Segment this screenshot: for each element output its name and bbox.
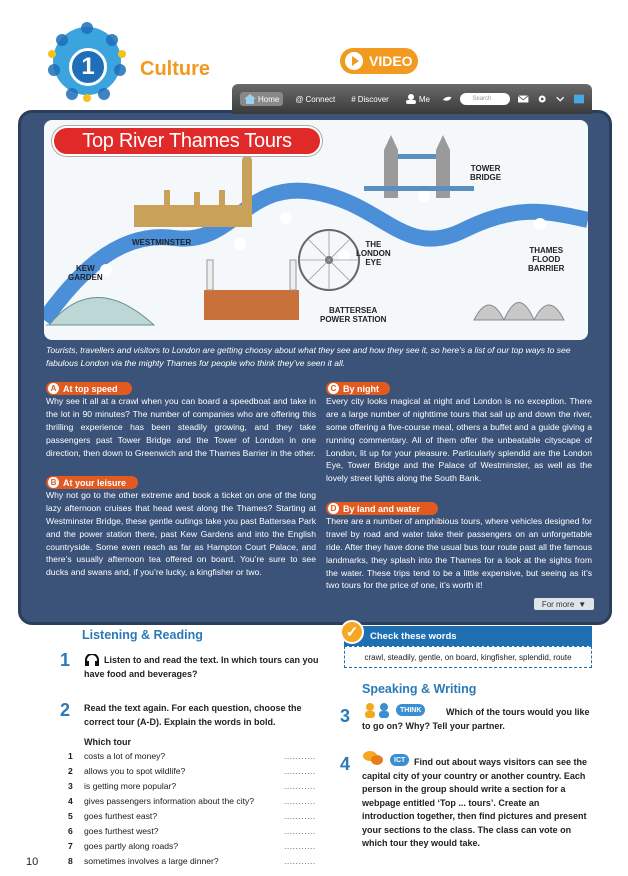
listening-heading: Listening & Reading — [82, 628, 203, 642]
section-d — [326, 502, 592, 592]
battersea-drawing — [204, 260, 299, 320]
label-tower-bridge: TOWER BRIDGE — [470, 164, 502, 183]
q3-text: Which of the tours would you like to go on? Why? Tell your partner. — [362, 707, 590, 731]
section-d-text: There are a number of amphibious tours, where vehicles designed for travel by road and water take their passengers on an unforgettable ride. After they have done the usual bus tour route past all the famous landmarks, they splash into the Thames for a look at the sights from the water. These trips tend to be a little expensive, but seeing as it’s two tours for the price of one, it’s worth it! — [326, 516, 592, 591]
section-a — [46, 382, 316, 459]
q4-number: 4 — [340, 754, 351, 774]
london-eye-drawing — [299, 230, 359, 290]
list-item: 4 gives passengers information about the city? ........... — [68, 795, 316, 806]
search-input[interactable]: Search — [460, 93, 510, 105]
label-kew: KEW GARDEN — [68, 264, 103, 283]
nav-connect[interactable]: @ Connect — [295, 94, 336, 104]
person-icon — [405, 94, 417, 104]
chevron-down-icon[interactable] — [555, 94, 565, 104]
nav-me[interactable]: Me — [401, 92, 434, 106]
section-c-heading: C By night — [326, 382, 390, 395]
hash-icon: # — [351, 94, 356, 104]
section-c-text: Every city looks magical at night and London is no exception. There are a large number of nighttime tours that sail up and down the river, some offering a five-course meal, others a buffet and a guide giving a running commentary. All of them offer the unbeatable cityscape of London, lit up for your pleasure. Particularly splendid are the London Eye, Tower Bridge and the Palace of Westminster, as well as the lovely street lights along the South Bank. — [326, 396, 592, 484]
speaking-heading: Speaking & Writing — [362, 682, 477, 696]
gear-icon[interactable] — [537, 94, 547, 104]
q2-number: 2 — [60, 700, 71, 720]
question-list — [68, 748, 314, 868]
list-item: 8 sometimes involves a large dinner? ........... — [68, 855, 316, 866]
q1-number: 1 — [60, 650, 71, 670]
label-westminster: WESTMINSTER — [132, 238, 192, 247]
unit-number: 1 — [69, 48, 107, 86]
label-battersea: BATTERSEA POWER STATION — [320, 306, 387, 325]
map-title: Top River Thames Tours — [52, 126, 322, 156]
mail-icon[interactable] — [518, 94, 528, 104]
list-item: 7 goes partly along roads? ........... — [68, 840, 316, 851]
label-london-eye: THE LONDON EYE — [356, 240, 391, 268]
ict-badge: ICT — [390, 754, 409, 766]
westminster-drawing — [134, 146, 252, 227]
label-thames-barrier: THAMES FLOOD BARRIER — [528, 246, 565, 274]
nav-home[interactable]: Home — [240, 92, 283, 106]
check-words-heading: Check these words — [344, 626, 592, 646]
bird-icon[interactable] — [442, 94, 452, 104]
play-icon — [345, 52, 363, 70]
q3-number: 3 — [340, 706, 351, 726]
list-item: 5 goes furthest east? ........... — [68, 810, 316, 821]
section-d-heading: D By land and water — [326, 502, 438, 515]
at-icon: @ — [295, 94, 304, 104]
picture-icon[interactable] — [574, 94, 584, 104]
q4-text: Find out about ways visitors can see the capital city of your country or another country. Each person in the group should write a section for a webpage entitled ‘Top ... tours’. Create an introduction together, then find pictures and present your sections to the class. The class can vote on which tour they would take. — [362, 757, 588, 848]
q2-text: Read the text again. For each question, choose the correct tour (A-D). Explain the words in bold. — [84, 703, 302, 727]
intro-text: Tourists, travellers and visitors to London are getting choosy about what they see and how they see it, so here’s a list of our top ways to see fabulous London via the mighty Thames for people who think they’ve seen it all. — [46, 345, 571, 369]
list-item: 2 allows you to spot wildlife? ........... — [68, 765, 316, 776]
list-heading: Which tour — [84, 737, 131, 747]
video-button[interactable]: VIDEO — [340, 48, 418, 74]
check-icon: ✓ — [340, 620, 364, 644]
site-navbar — [232, 84, 592, 114]
for-more-button[interactable]: For more ▼ — [534, 598, 594, 610]
unit-title: Culture — [140, 58, 210, 80]
section-a-text: Why see it all at a crawl when you can board a speedboat and take in the lot in 90 minutes? The number of companies who are offering this thrilling experience has been steadily growing, and they take passengers past Tower Bridge and the Tower of London in one direction, then down to Greenwich and the Thames Barrier in the other. — [46, 396, 316, 458]
triangle-down-icon: ▼ — [578, 599, 587, 609]
list-item: 1 costs a lot of money? ........... — [68, 750, 316, 761]
tower-bridge-drawing — [364, 135, 474, 198]
think-badge: THINK — [396, 704, 425, 716]
section-c — [326, 382, 592, 485]
list-item: 3 is getting more popular? ........... — [68, 780, 316, 791]
section-b-text: Why not go to the other extreme and book a ticket on one of the long lazy afternoon cruises that head west along the Thames? Starting at Westminster Bridge, these gentle outings take you past Battersea Park and the power station there, past Kew Gardens and into the English countryside. Some even reach as far as Hampton Court Palace, and there’s usually afternoon tea offered on board. You’re sure to see ducks and swans and, if you’re lucky, a kingfisher or two. — [46, 490, 316, 578]
q1-text: Listen to and read the text. In which tours can you have food and beverages? — [84, 655, 319, 679]
section-b — [46, 476, 316, 579]
section-a-heading: A At top speed — [46, 382, 132, 395]
nav-discover[interactable]: # Discover — [351, 94, 389, 104]
home-icon — [244, 94, 256, 104]
list-item: 6 goes furthest west? ........... — [68, 825, 316, 836]
check-words-list: crawl, steadily, gentle, on board, kingfisher, splendid, route — [344, 646, 592, 668]
thames-barrier-drawing — [474, 303, 564, 321]
section-b-heading: B At your leisure — [46, 476, 138, 489]
page-number: 10 — [26, 856, 39, 868]
